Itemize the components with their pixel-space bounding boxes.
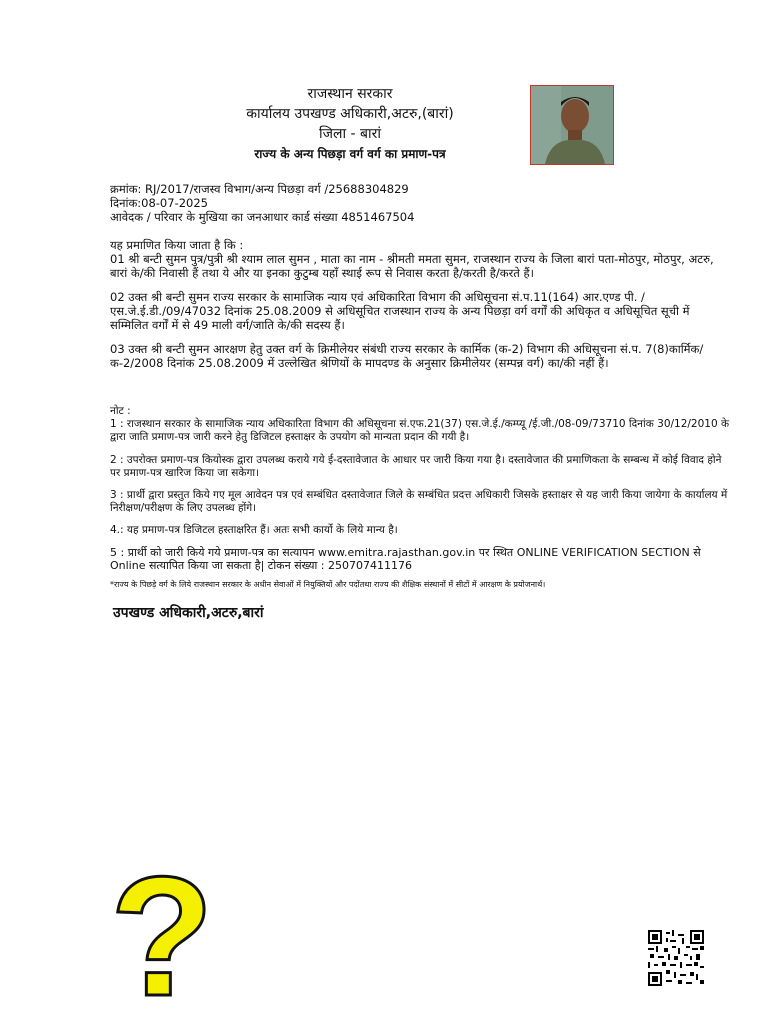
notes-title: नोट : [110,405,131,417]
header-office: कार्यालय उपखण्ड अधिकारी,अटरु,(बारां) [246,106,454,122]
paragraph-02: 02 उक्त श्री बन्टी सुमन राज्य सरकार के सामाजिक न्याय एवं अधिकारिता विभाग की अधिसूचना सं.प.11(164) आर.एण्ड पी. /एस.जे.ई.डी./09/47032 दिनांक 25.08.2009 से अधिसूचित राजस्थान राज्य के अन्य पिछड़ा वर्ग वर्गों की अधिकृत व अधिसूचित सूची में सम्मिलित वर्गों में से 49 माली वर्ग/जाति के/की सदस्य हैं। [110,290,690,332]
paragraph-03: 03 उक्त श्री बन्टी सुमन आरक्षण हेतु उक्त वर्ग के क्रिमीलेयर संबंधी राज्य सरकार के कार्मिक (क-2) विभाग की अधिसूचना सं.प. 7(8)कार्मिक/क-2/2008 दिनांक 25.08.2009 में उल्लेखित श्रेणियों के मापदण्ड के अनुसार क्रिमीलेयर (सम्पन्न वर्ग) का/की नहीं हैं। [110,342,704,370]
issue-date: दिनांक:08-07-2025 [110,196,208,210]
question-mark-icon [100,860,220,1010]
certificate-title: राज्य के अन्य पिछड़ा वर्ग वर्ग का प्रमाण-पत्र [254,147,446,161]
janaadhar-number: आवेदक / परिवार के मुखिया का जनआधार कार्ड संख्या 4851467504 [110,210,415,224]
header-district: जिला - बारां [318,126,382,142]
note-2: 2 : उपरोक्त प्रमाण-पत्र कियोस्क द्वारा उपलब्ध कराये गये ई-दस्तावेजात के आधार पर जारी किया गया है। दस्तावेजात की प्रमाणिकता के सम्बन्ध में कोई विवाद होने पर प्रमाण-पत्र खारिज किया जा सकेगा। [110,454,722,479]
qr-code-icon [648,930,704,986]
intro-text: यह प्रमाणित किया जाता है कि : [110,238,244,252]
applicant-photo [530,85,614,165]
reference-number: क्रमांक: RJ/2017/राजस्व विभाग/अन्य पिछड़ा वर्ग /25688304829 [110,182,409,196]
signature-designation: उपखण्ड अधिकारी,अटरु,बारां [113,605,264,621]
note-4: 4.: यह प्रमाण-पत्र डिजिटल हस्ताक्षरित हैं। अतः सभी कार्यो के लिये मान्य है। [110,524,398,536]
paragraph-01: 01 श्री बन्टी सुमन पुत्र/पुत्री श्री श्याम लाल सुमन , माता का नाम - श्रीमती ममता सुमन, राजस्थान राज्य के जिला बारां पता-मोठपुर, मोठपुर, अटरु, बारां के/की निवासी हैं तथा ये और या इनका कुटुम्ब यहाँ स्थाई रूप से निवास करता है/करती है/करते हैं। [110,252,714,280]
question-mark-glyph: ? [110,860,214,1010]
footnote: *राज्य के पिछड़े वर्ग के लिये राजस्थान सरकार के अधीन सेवाओं में नियुक्तियों और पदोंतथा राज्य की शैक्षिक संस्थानों में सीटों में आरक्षण के प्रयोजनार्थ। [110,580,546,589]
note-5: 5 : प्रार्थी को जारी किये गये प्रमाण-पत्र का सत्यापन www.emitra.rajasthan.gov.in पर स्थित ONLINE VERIFICATION SECTION से Online सत्यापित किया जा सकता है| टोकन संख्या : 250707411176 [110,546,701,572]
header-state: राजस्थान सरकार [307,86,393,102]
note-3: 3 : प्रार्थी द्वारा प्रस्तुत किये गए मूल आवेदन पत्र एवं सम्बंधित दस्तावेजात जिले के सम्बंधित प्रदत्त अधिकारी जिसके हस्ताक्षर से यह जारी किया जायेगा के कार्यालय में निरीक्षण/परीक्षण के लिए उपलब्ध होंगे। [110,489,728,514]
note-1: 1 : राजस्थान सरकार के सामाजिक न्याय अधिकारिता विभाग की अधिसूचना सं.एफ.21(37) एस.जे.ई./कम्प्यू /ई.जी./08-09/73710 दिनांक 30/12/2010 के द्वारा जाति प्रमाण-पत्र जारी करने हेतु डिजिटल हस्ताक्षर के उपयोग को मान्यता प्रदान की गयी है। [110,418,730,443]
